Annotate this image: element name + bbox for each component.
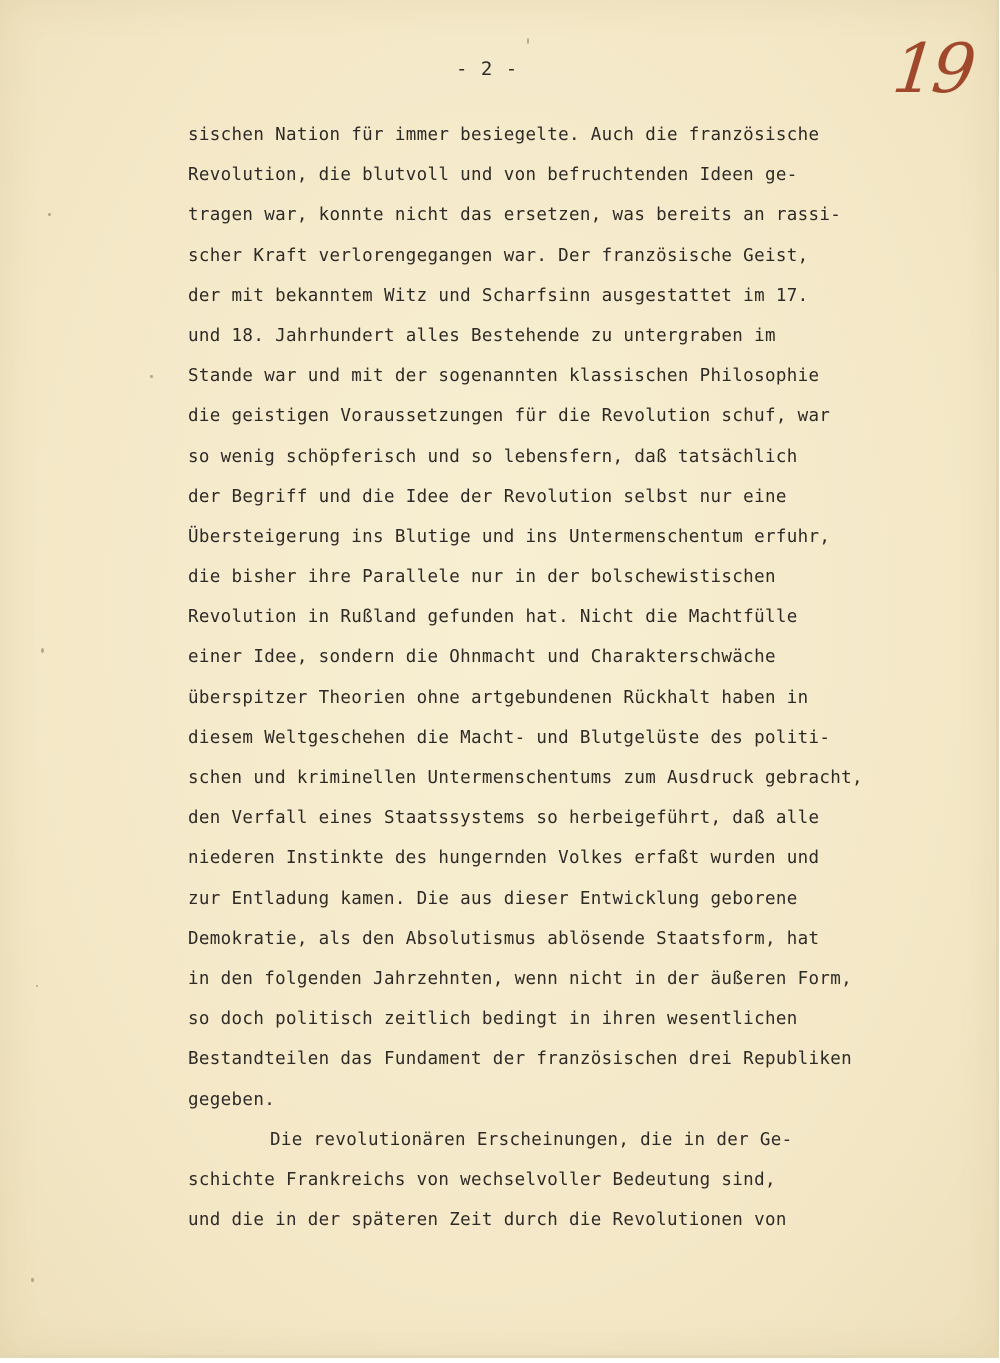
- text-line: Revolution, die blutvoll und von befruchtenden Ideen ge-: [188, 165, 798, 186]
- text-line: schichte Frankreichs von wechselvoller Bedeutung sind,: [188, 1169, 776, 1190]
- typewritten-body: [188, 115, 968, 1240]
- text-line: gegeben.: [188, 1089, 276, 1110]
- text-line: der Begriff und die Idee der Revolution selbst nur eine: [188, 486, 787, 507]
- paper-speck: [41, 648, 44, 653]
- paper-speck: [150, 375, 153, 378]
- text-line: und die in der späteren Zeit durch die Revolutionen von: [188, 1210, 787, 1231]
- text-line: Stande war und mit der sogenannten klassischen Philosophie: [188, 366, 820, 387]
- page-number: - 2 -: [456, 58, 519, 80]
- text-line: Demokratie, als den Absolutismus ablösende Staatsform, hat: [188, 928, 820, 949]
- paper-speck: [36, 985, 38, 987]
- text-line: der mit bekanntem Witz und Scharfsinn ausgestattet im 17.: [188, 285, 809, 306]
- text-line: Übersteigerung ins Blutige und ins Untermenschentum erfuhr,: [188, 526, 831, 547]
- text-line: niederen Instinkte des hungernden Volkes erfaßt wurden und: [188, 848, 820, 869]
- paper-speck: [48, 213, 51, 216]
- text-line: Revolution in Rußland gefunden hat. Nicht die Machtfülle: [188, 607, 798, 628]
- text-line: einer Idee, sondern die Ohnmacht und Charakterschwäche: [188, 647, 776, 668]
- text-line: Bestandteilen das Fundament der französischen drei Republiken: [188, 1049, 853, 1070]
- text-line: schen und kriminellen Untermenschentums zum Ausdruck gebracht,: [188, 768, 863, 788]
- paragraph-start-line: Die revolutionären Erscheinungen, die in der Ge-: [270, 1129, 793, 1150]
- paper-speck: [31, 1278, 34, 1282]
- text-line: zur Entladung kamen. Die aus dieser Entwicklung geborene: [188, 888, 798, 909]
- text-line: scher Kraft verlorengegangen war. Der französische Geist,: [188, 245, 809, 266]
- text-line: in den folgenden Jahrzehnten, wenn nicht in der äußeren Form,: [188, 968, 853, 989]
- paper-speck: [527, 38, 529, 44]
- text-line: tragen war, konnte nicht das ersetzen, was bereits an rassi-: [188, 205, 842, 226]
- text-line: die bisher ihre Parallele nur in der bolschewistischen: [188, 567, 776, 588]
- text-line: überspitzer Theorien ohne artgebundenen Rückhalt haben in: [188, 687, 809, 708]
- text-line: sischen Nation für immer besiegelte. Auch die französische: [188, 125, 820, 145]
- text-line: und 18. Jahrhundert alles Bestehende zu untergraben im: [188, 325, 776, 346]
- text-line: die geistigen Voraussetzungen für die Revolution schuf, war: [188, 406, 831, 427]
- text-line: den Verfall eines Staatssystems so herbeigeführt, daß alle: [188, 808, 820, 829]
- handwritten-folio-number: 19: [888, 30, 976, 109]
- text-line: so wenig schöpferisch und so lebensfern, daß tatsächlich: [188, 446, 798, 467]
- text-line: diesem Weltgeschehen die Macht- und Blutgelüste des politi-: [188, 727, 831, 748]
- text-line: so doch politisch zeitlich bedingt in ihren wesentlichen: [188, 1009, 798, 1030]
